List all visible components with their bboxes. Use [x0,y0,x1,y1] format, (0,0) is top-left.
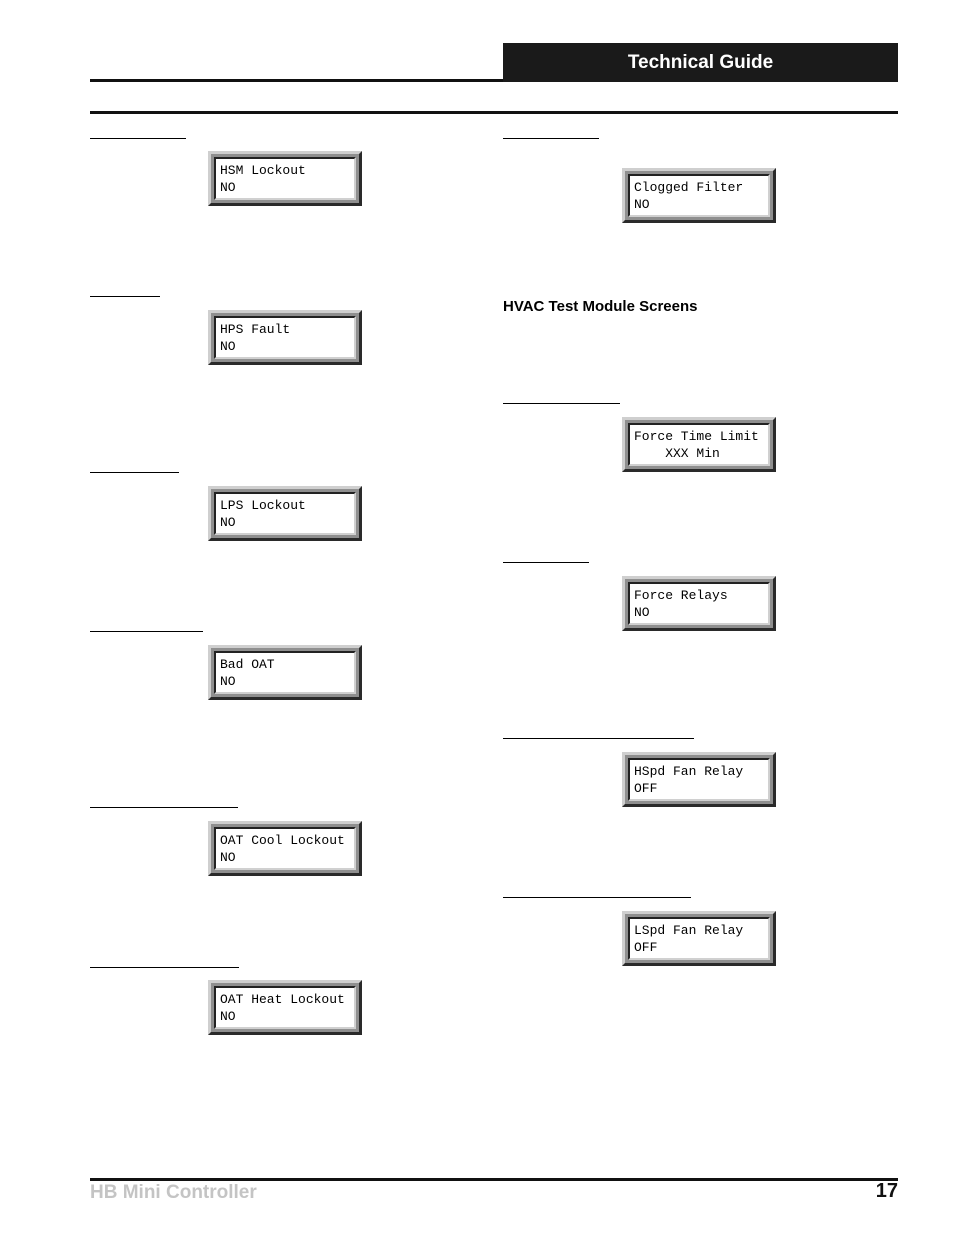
lcd-screen [208,486,362,541]
lcd-line-2: NO [220,339,236,354]
lcd-line-2: NO [634,605,650,620]
lcd-screen [622,576,776,631]
lcd-line-1: Force Time Limit [634,429,759,444]
lcd-screen [622,752,776,807]
lcd-line-1: HSM Lockout [220,163,306,178]
lcd-line-2: NO [220,850,236,865]
lcd-screen [622,911,776,966]
header-title: Technical Guide [503,43,898,82]
lcd-screen [622,168,776,223]
heading-underline [503,562,589,563]
lcd-line-2: XXX Min [634,446,720,461]
heading-underline [503,403,620,404]
lcd-line-2: NO [220,1009,236,1024]
heading-underline [90,631,203,632]
heading-underline [503,138,599,139]
heading-underline [90,138,186,139]
header-divider [90,111,898,114]
lcd-line-1: OAT Cool Lockout [220,833,345,848]
lcd-line-1: Force Relays [634,588,728,603]
lcd-line-1: LSpd Fan Relay [634,923,744,938]
lcd-line-2: NO [220,515,236,530]
lcd-line-2: OFF [634,781,658,796]
lcd-line-1: HPS Fault [220,322,291,337]
heading-underline [503,897,691,898]
lcd-screen [208,310,362,365]
page-number: 17 [875,1180,898,1202]
heading-underline [503,738,694,739]
heading-underline [90,472,179,473]
lcd-line-1: OAT Heat Lockout [220,992,345,1007]
lcd-screen [622,417,776,472]
lcd-screen [208,980,362,1035]
lcd-line-2: OFF [634,940,658,955]
lcd-line-1: Clogged Filter [634,180,744,195]
lcd-screen [208,645,362,700]
heading-underline [90,296,160,297]
header-rule [90,79,503,82]
lcd-line-2: NO [634,197,650,212]
heading-underline [90,967,239,968]
footer-rule [90,1178,898,1181]
lcd-line-2: NO [220,180,236,195]
lcd-line-1: LPS Lockout [220,498,306,513]
lcd-line-1: Bad OAT [220,657,275,672]
footer-product-name: HB Mini Controller [90,1182,257,1203]
lcd-line-1: HSpd Fan Relay [634,764,744,779]
lcd-screen [208,821,362,876]
heading-underline [90,807,238,808]
section-title: HVAC Test Module Screens [503,298,698,315]
lcd-line-2: NO [220,674,236,689]
lcd-screen [208,151,362,206]
